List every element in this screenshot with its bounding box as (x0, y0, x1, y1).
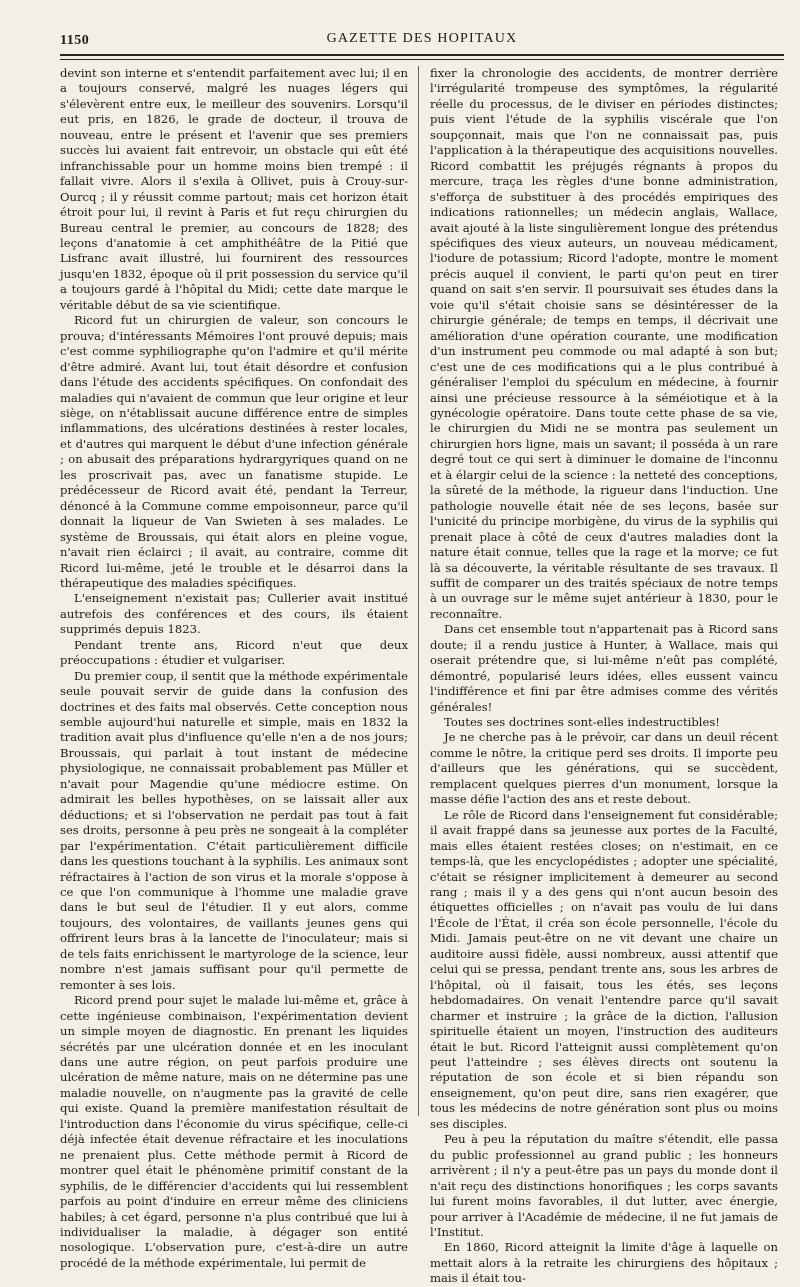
paragraph: Peu à peu la réputation du maître s'étendit, elle passa du public professionnel au grand public ; les honneurs arrivèrent ; il n'y a peut-être pas un pays du monde dont il n'ait reçu des distinctions honorifiques ; les corps savants lui furent moins favorables, il dut lutter, avec énergie, pour arriver à l'Académie de médecine, il ne fut jamais de l'Institut. (430, 1132, 778, 1239)
right-column (430, 66, 778, 1286)
header-rule-thin (60, 59, 784, 60)
paragraph: Dans cet ensemble tout n'appartenait pas à Ricord sans doute; il a rendu justice à Hunter, à Wallace, mais qui oserait prétendre que, si lui-même n'eût pas complété, démontré, popularisé leurs idées, elles eussent vaincu l'indifférence et fini par être admises comme des vérités générales! (430, 622, 778, 714)
paragraph: Je ne cherche pas à le prévoir, car dans un deuil récent comme le nôtre, la critique perd ses droits. Il importe peu d'ailleurs que les générations, qui se succèdent, remplacent quelques pierres d'un monument, lorsque la masse défie l'action des ans et reste debout. (430, 730, 778, 807)
left-column (60, 66, 408, 1270)
paragraph: En 1860, Ricord atteignit la limite d'âge à laquelle on mettait alors à la retraite les chirurgiens des hôpitaux ; mais il était tou- (430, 1240, 778, 1286)
paragraph: fixer la chronologie des accidents, de montrer derrière l'irrégularité trompeuse des symptômes, la régularité réelle du processus, de le diviser en périodes distinctes; puis vient l'étude de la syphilis viscérale que l'on soupçonnait, mais que l'on ne connaissait pas, puis l'application à la thérapeutique des acquisitions nouvelles. Ricord combattit les préjugés régnants à propos du mercure, traça les règles d'une bonne administration, s'efforça de substituer à des procédés empiriques des indications rationnelles; un médecin anglais, Wallace, avait ajouté à la liste singulièrement longue des prétendus spécifiques des vieux auteurs, un nouveau médicament, l'iodure de potassium; Ricord l'adopte, montre le moment précis auquel il convient, le parti qu'on peut en tirer quand on sait s'en servir. Il poursuivait ses études dans la voie qu'il s'était choisie sans se désintéresser de la chirurgie générale; de temps en temps, il décrivait une amélioration d'une opération courante, une modification d'un instrument peu commode ou mal adapté à son but; c'est une de ces modifications qui a le plus contribué à généraliser l'emploi du spéculum en médecine, à fournir ainsi une précieuse ressource à la séméiotique et à la gynécologie opératoire. Dans toute cette phase de sa vie, le chirurgien du Midi ne se montra pas seulement un chirurgien hors ligne, mais un savant; il posséda à un rare degré tout ce qui sert à diminuer le domaine de l'inconnu et à élargir celui de la science : la netteté des conceptions, la sûreté de la méthode, la rigueur dans l'induction. Une pathologie nouvelle était née de ses leçons, basée sur l'unicité du principe morbigène, du virus de la syphilis qui prenait place à côté de ceux d'autres maladies dont la nature était connue, telles que la rage et la morve; ce fut là sa découverte, la véritable résultante de ses travaux. Il suffit de comparer un des traités spéciaux de notre temps à un ouvrage sur le même sujet antérieur à 1830, pour le reconnaître. (430, 66, 778, 621)
running-title: GAZETTE DES HOPITAUX (326, 31, 518, 46)
paragraph: Ricord fut un chirurgien de valeur, son concours le prouva; d'intéressants Mémoires l'ont prouvé depuis; mais c'est comme syphiliographe qu'on l'admire et qu'il mérite d'être admiré. Avant lui, tout était désordre et confusion dans l'étude des accidents spécifiques. On confondait des maladies qui n'avaient de commun que leur origine et leur siège, on n'établissait aucune différence entre de simples inflammations, des ulcérations destinées à rester locales, et d'autres qui marquent le début d'une infection générale ; on abusait des préparations hydrargyriques quand on ne les proscrivait pas, avec un fanatisme stupide. Le prédécesseur de Ricord avait été, pendant la Terreur, dénoncé à la Commune comme empoisonneur, parce qu'il donnait la liqueur de Van Swieten à ses malades. Le système de Broussais, qui était alors en pleine vogue, n'avait rien éclairci ; il avait, au contraire, comme dit Ricord lui-même, jeté le trouble et le désarroi dans la thérapeutique des maladies spécifiques. (60, 313, 408, 590)
paragraph: Pendant trente ans, Ricord n'eut que deux préoccupations : étudier et vulgariser. (60, 637, 408, 668)
column-divider (418, 66, 419, 1116)
paragraph: Du premier coup, il sentit que la méthode expérimentale seule pouvait servir de guide dans la confusion des doctrines et des faits mal observés. Cette conception nous semble aujourd'hui naturelle et simple, mais en 1832 la tradition avait plus d'influence qu'elle n'en a de nos jours; Broussais, qui parlait à tout instant de médecine physiologique, ne connaissait probablement pas Müller et n'avait pour Magendie qu'une médiocre estime. On admirait les belles hypothèses, on se laissait aller aux déductions; et si l'observation ne perdait pas tout à fait ses droits, personne à peu près ne songeait à la compléter par l'expérimentation. C'était particulièrement difficile dans les questions touchant à la syphilis. Les animaux sont réfractaires à l'action de son virus et la morale s'oppose à ce que l'on communique à l'homme une maladie grave dans le but seul de l'étudier. Il y eut alors, comme toujours, des volontaires, de vaillants jeunes gens qui offrirent leurs bras à la lancette de l'inoculateur; mais si de tels faits enrichissent le martyrologe de la science, leur nombre n'est jamais suffisant pour qu'il permette de remonter à ses lois. (60, 668, 408, 992)
paragraph: Ricord prend pour sujet le malade lui-même et, grâce à cette ingénieuse combinaison, l'expérimentation devient un simple moyen de diagnostic. En prenant les liquides sécrétés par une ulcération donnée et en les inoculant dans une autre région, on peut parfois produire une ulcération de même nature, mais on ne détermine pas une maladie nouvelle, on n'augmente pas la gravité de celle qui existe. Quand la première manifestation résultait de l'introduction dans l'économie du virus spécifique, celle-ci déjà infectée était devenue réfractaire et les inoculations ne prenaient plus. Cette méthode permit à Ricord de montrer quel était le phénomène primitif constant de la syphilis, de le différencier d'accidents qui lui ressemblent parfois au point d'induire en erreur même des cliniciens habiles; à cet égard, personne n'a plus contribué que lui à individualiser la maladie, à dégager son entité nosologique. L'observation pure, c'est-à-dire un autre procédé de la méthode expérimentale, lui permit de (60, 993, 408, 1270)
page-number: 1150 (60, 33, 90, 48)
paragraph: L'enseignement n'existait pas; Cullerier avait institué autrefois des conférences et des cours, ils étaient supprimés depuis 1823. (60, 591, 408, 637)
paragraph: Le rôle de Ricord dans l'enseignement fut considérable; il avait frappé dans sa jeunesse aux portes de la Faculté, mais elles étaient restées closes; on n'estimait, en ce temps-là, que les encyclopédistes ; adopter une spécialité, c'était se résigner implicitement à demeurer au second rang ; mais il y a des gens qui n'ont aucun besoin des étiquettes officielles ; on n'avait pas voulu de lui dans l'École de l'État, il créa son école personnelle, l'école du Midi. Jamais peut-être on ne vit devant une chaire un auditoire aussi fidèle, aussi nombreux, aussi attentif que celui qui se pressa, pendant trente ans, sous les arbres de l'hôpital, où il faisait, tous les étés, ses leçons hebdomadaires. On venait l'entendre parce qu'il savait charmer et instruire ; la grâce de la diction, l'allusion spirituelle étaient un moyen, l'instruction des auditeurs était le but. Ricord l'atteignit aussi complètement qu'on peut l'atteindre ; ses élèves directs ont soutenu la réputation de son école et si bien répandu son enseignement, qu'on peut dire, sans rien exagérer, que tous les médecins de notre génération sont plus ou moins ses disciples. (430, 807, 778, 1131)
paragraph: Toutes ses doctrines sont-elles indestructibles! (444, 715, 720, 730)
header-rule-thick (60, 54, 784, 56)
page-header (60, 26, 784, 56)
paragraph: devint son interne et s'entendit parfaitement avec lui; il en a toujours conservé, malgré les nuages légers qui s'élevèrent entre eux, le meilleur des souvenirs. Lorsqu'il eut pris, en 1826, le grade de docteur, il trouva de nouveau, entre le présent et l'avenir que ses premiers succès lui avaient fait entrevoir, un obstacle qui eût été infranchissable pour un homme moins bien trempé : il fallait vivre. Alors il s'exila à Ollivet, puis à Crouy-sur-Ourcq ; il y réussit comme partout; mais cet horizon était étroit pour lui, il revint à Paris et fut reçu chirurgien du Bureau central le premier, au concours de 1828; des leçons d'anatomie à cet amphithéâtre de la Pitié que Lisfranc avait illustré, lui fournirent des ressources jusqu'en 1832, époque où il prit possession du service qu'il a toujours gardé à l'hôpital du Midi; cette date marque le véritable début de sa vie scientifique. (60, 66, 408, 312)
